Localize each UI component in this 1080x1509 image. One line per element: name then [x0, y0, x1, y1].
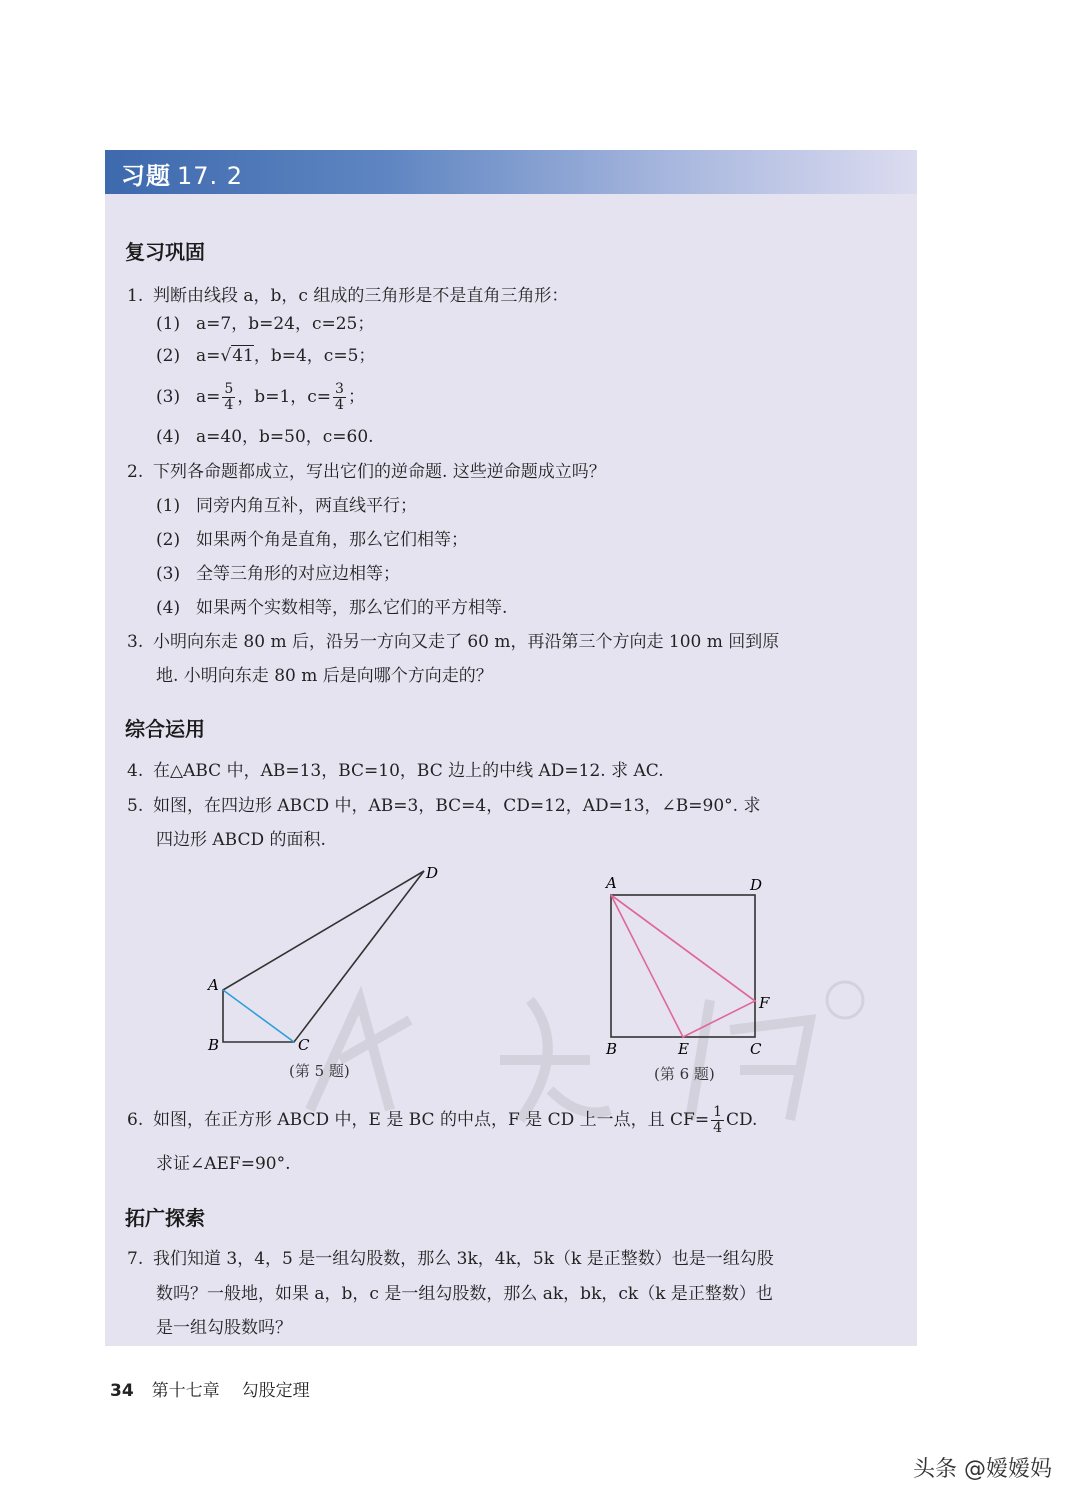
part-label: (3) — [156, 564, 181, 584]
question-text: 小明向东走 80 m 后，沿另一方向又走了 60 m，再沿第三个方向走 100 m 回到原 — [153, 632, 780, 652]
label-e: E — [678, 1040, 689, 1058]
numerator: 5 — [224, 381, 234, 397]
question-number: 7. — [127, 1249, 144, 1269]
figure-6 — [600, 872, 780, 1062]
exercise-header — [105, 150, 917, 194]
page-number: 34 — [110, 1381, 134, 1401]
label-d: D — [426, 864, 439, 882]
figure-6-caption: (第 6 题) — [654, 1065, 715, 1083]
question-7-line-2: 数吗？一般地，如果 a，b，c 是一组勾股数，那么 ak，bk，ck（k 是正整数）也 — [156, 1284, 773, 1304]
part-text: a=40，b=50，c=60. — [196, 427, 374, 447]
question-2-part-4 — [156, 597, 507, 619]
question-1 — [127, 285, 568, 307]
part-text-end: ； — [347, 387, 365, 407]
section-review-title: 复习巩固 — [125, 240, 205, 264]
question-7-line-3: 是一组勾股数吗？ — [156, 1318, 292, 1338]
header-title — [121, 156, 243, 191]
part-text: 全等三角形的对应边相等； — [196, 564, 400, 584]
source-credit: 头条 @嫒嫒妈 — [913, 1457, 1052, 1482]
chapter-title: 勾股定理 — [241, 1381, 310, 1401]
part-label: (1) — [156, 496, 181, 516]
question-number: 1. — [127, 286, 144, 306]
quadrilateral-abcd — [223, 871, 424, 1042]
question-5-line-2: 四边形 ABCD 的面积. — [156, 830, 326, 850]
part-text: 如果两个角是直角，那么它们相等； — [196, 530, 468, 550]
question-text: 在△ABC 中，AB=13，BC=10，BC 边上的中线 AD=12. 求 AC. — [153, 761, 664, 781]
question-2-part-3 — [156, 563, 400, 585]
part-text: 如果两个实数相等，那么它们的平方相等. — [196, 598, 508, 618]
part-label: (4) — [156, 427, 181, 447]
question-text: 判断由线段 a，b，c 组成的三角形是不是直角三角形： — [153, 286, 569, 306]
label-d: D — [750, 876, 763, 894]
label-a: A — [208, 976, 219, 994]
question-6 — [127, 1105, 757, 1136]
question-text-end: CD. — [725, 1110, 758, 1130]
section-explore-title: 拓广探索 — [125, 1206, 205, 1230]
question-1-part-1 — [156, 313, 374, 335]
fraction-c — [333, 382, 346, 413]
label-c: C — [750, 1040, 762, 1058]
section-apply-title: 综合运用 — [125, 717, 205, 741]
question-3 — [127, 631, 779, 653]
question-2-part-2 — [156, 529, 468, 551]
question-text: 我们知道 3，4，5 是一组勾股数，那么 3k，4k，5k（k 是正整数）也是一组勾股 — [153, 1249, 774, 1269]
header-number: 17. 2 — [177, 162, 244, 190]
part-text: 同旁内角互补，两直线平行； — [196, 496, 417, 516]
figure-5-caption: (第 5 题) — [289, 1062, 350, 1080]
part-text: a=7，b=24，c=25； — [196, 314, 375, 334]
question-number: 2. — [127, 462, 144, 482]
question-1-part-2 — [156, 345, 375, 367]
triangle-aef — [611, 895, 755, 1037]
question-3-line-2: 地. 小明向东走 80 m 后是向哪个方向走的？ — [156, 666, 493, 686]
diagonal-ac — [223, 990, 294, 1042]
radicand: 41 — [232, 346, 254, 366]
chapter-label: 第十七章 — [151, 1381, 220, 1401]
label-f: F — [759, 994, 770, 1012]
denominator: 4 — [224, 397, 234, 413]
question-5 — [127, 795, 760, 817]
question-1-part-4 — [156, 426, 374, 448]
label-b: B — [208, 1036, 220, 1054]
question-7 — [127, 1248, 774, 1270]
part-label: (1) — [156, 314, 181, 334]
question-text: 如图，在四边形 ABCD 中，AB=3，BC=4，CD=12，AD=13，∠B=90°. 求 — [153, 796, 761, 816]
segment-af — [611, 895, 755, 1001]
question-number: 4. — [127, 761, 144, 781]
question-text: 下列各命题都成立，写出它们的逆命题. 这些逆命题成立吗？ — [153, 462, 606, 482]
denominator: 4 — [713, 1120, 722, 1136]
question-6-line-2: 求证∠AEF=90°. — [156, 1154, 291, 1174]
fraction-a — [222, 382, 235, 413]
header-label: 习题 — [121, 162, 171, 190]
label-b: B — [606, 1040, 618, 1058]
question-number: 6. — [127, 1110, 144, 1130]
label-c: C — [298, 1036, 310, 1054]
question-4 — [127, 760, 664, 782]
part-text-rest: ，b=4，c=5； — [253, 346, 376, 366]
part-label: (4) — [156, 598, 181, 618]
part-text-a: a=√ — [196, 346, 232, 366]
question-number: 5. — [127, 796, 144, 816]
question-text: 如图，在正方形 ABCD 中，E 是 BC 的中点，F 是 CD 上一点，且 CF= — [153, 1110, 710, 1130]
part-label: (2) — [156, 346, 181, 366]
square-abcd — [611, 895, 755, 1037]
page-footer — [110, 1376, 310, 1401]
denominator: 4 — [335, 397, 344, 413]
part-text-mid: ，b=1，c= — [237, 387, 332, 407]
fraction-one-quarter — [711, 1105, 724, 1136]
question-1-part-3 — [156, 382, 365, 413]
figure-5 — [200, 860, 460, 1060]
question-2 — [127, 461, 606, 483]
part-label: (3) — [156, 387, 181, 407]
numerator: 3 — [335, 381, 344, 397]
part-label: (2) — [156, 530, 181, 550]
numerator: 1 — [713, 1104, 722, 1120]
label-a: A — [606, 874, 617, 892]
question-number: 3. — [127, 632, 144, 652]
part-text-a: a= — [196, 387, 221, 407]
question-2-part-1 — [156, 495, 417, 517]
